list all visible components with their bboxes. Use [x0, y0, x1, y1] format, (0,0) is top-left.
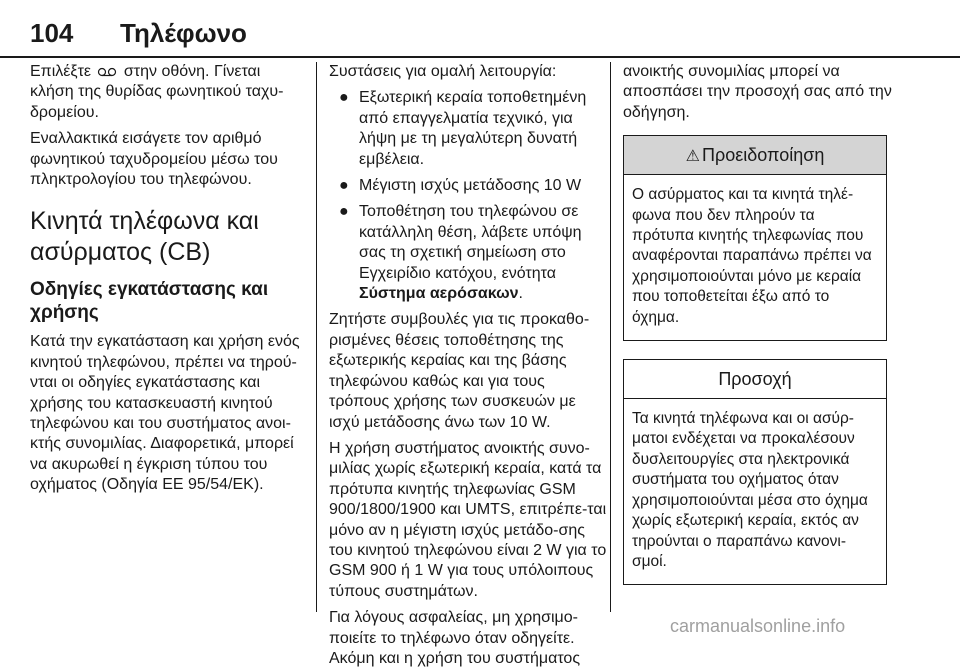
list-item [329, 176, 607, 196]
caution-box [623, 359, 887, 585]
list-item-text: Μέγιστη ισχύς μετάδοσης 10 W [359, 177, 582, 195]
caution-title: Προσοχή [624, 360, 886, 399]
list-item-period: . [518, 285, 523, 303]
bullet-icon: ● [339, 177, 349, 195]
list-item [329, 88, 607, 170]
airbag-system-reference: Σύστημα αερόσακων [359, 285, 519, 303]
phone-handset-icon [95, 62, 119, 82]
page-number: 104 [30, 18, 74, 48]
chapter-title: Τηλέφωνο [120, 18, 247, 48]
safety-paragraph: Για λόγους ασφαλείας, μη χρησιμο-ποιείτε το τηλέφωνο όταν οδηγείτε. Ακόμη και η χρήση του συστήματος [329, 609, 581, 667]
warning-box-header [624, 136, 886, 175]
subsection-heading: Οδηγίες εγκατάστασης και χρήσης [30, 279, 269, 324]
voicemail-text-end: στην οθόνη. Γίνεται κλήση της θυρίδας φωνητικού ταχυ-δρομείου. [30, 63, 284, 121]
section-heading: Κινητά τηλέφωνα και ασύρματος (CB) [30, 207, 259, 267]
column-middle [316, 62, 607, 667]
caution-body: Τα κινητά τηλέφωνα και οι ασύρ-ματοι ενδέχεται να προκαλέσουν δυσλειτουργίες στα ηλεκτρονικά συστήματα του οχήματος όταν χρησιμοποιούνται μέσα στο όχημα χωρίς εξωτερική κεραία, εκτός αν τηρούνται ο παραπάνω κανονι-σμοί. [632, 410, 868, 570]
page-header [0, 0, 960, 56]
warning-triangle-icon: ⚠ [685, 148, 700, 166]
list-item-text: Τοποθέτηση του τηλεφώνου σε κατάλληλη θέση, λάβετε υπόψη σας τη σχετική σημείωση στο Εγχειρίδιο κατόχου, ενότητα [359, 203, 582, 282]
header-divider [0, 56, 960, 58]
voicemail-paragraph [30, 62, 302, 123]
bullet-icon: ● [339, 203, 349, 221]
alt-voicemail-paragraph: Εναλλακτικά εισάγετε τον αριθμό φωνητικού ταχυδρομείου μέσω του πληκτρολογίου του τηλεφώνου. [30, 130, 278, 189]
column-right [610, 62, 898, 612]
installation-paragraph: Κατά την εγκατάσταση και χρήση ενός κινητού τηλεφώνου, πρέπει να τηρού-νται οι οδηγίες εγκατάστασης και χρήσης του κατασκευαστή κινητού τηλεφώνου και του συστήματος ανοι-κτής συνομιλίας. Διαφορετικά, μπορεί να ακυρωθεί η έγκριση τύπου του οχήματος (Οδηγία EE 95/54/EK). [30, 333, 300, 494]
watermark: carmanualsonline.info [670, 616, 846, 636]
recommendations-intro: Συστάσεις για ομαλή λειτουργία: [329, 63, 557, 80]
list-item-text: Εξωτερική κεραία τοποθετημένη από επαγγελματία τεχνικό, για λήψη με τη μεγαλύτερη δυνατή εμβέλεια. [359, 89, 587, 168]
recommendations-list [329, 88, 607, 304]
warning-box [623, 135, 887, 341]
warning-body: Ο ασύρματος και τα κινητά τηλέ-φωνα που δεν πληρούν τα πρότυπα κινητής τηλεφωνίας που αναφέρονται παραπάνω πρέπει να χρησιμοποιούνται μόνο με κεραία που τοποθετείται έξω από το όχημα. [632, 186, 872, 326]
voicemail-text-start: Επιλέξτε [30, 63, 92, 80]
warning-title: Προειδοποίηση [701, 145, 825, 166]
advice-paragraph: Ζητήστε συμβουλές για τις προκαθο-ρισμένες θέσεις τοποθέτησης της εξωτερικής κεραίας και της βάσης τηλεφώνου καθώς και για τους τρόπους χρήσης των συσκευών με ισχύ μετάδοσης άνω των 10 W. [329, 311, 590, 431]
bullet-icon: ● [339, 89, 349, 107]
continuation-paragraph: ανοικτής συνομιλίας μπορεί να αποσπάσει την προσοχή σας από την οδήγηση. [623, 63, 892, 121]
column-left [30, 62, 302, 612]
usage-paragraph: Η χρήση συστήματος ανοικτής συνο-μιλίας χωρίς εξωτερική κεραία, κατά τα πρότυπα κινητής τηλεφωνίας GSM 900/1800/1900 και UMTS, επιτρέπε-ται μόνο αν η μέγιστη ισχύς μετάδο-σης του κινητού τηλεφώνου είναι 2 W για το GSM 900 ή 1 W για τους υπόλοιπους τύπους συστημάτων. [329, 439, 607, 600]
list-item [329, 202, 607, 304]
